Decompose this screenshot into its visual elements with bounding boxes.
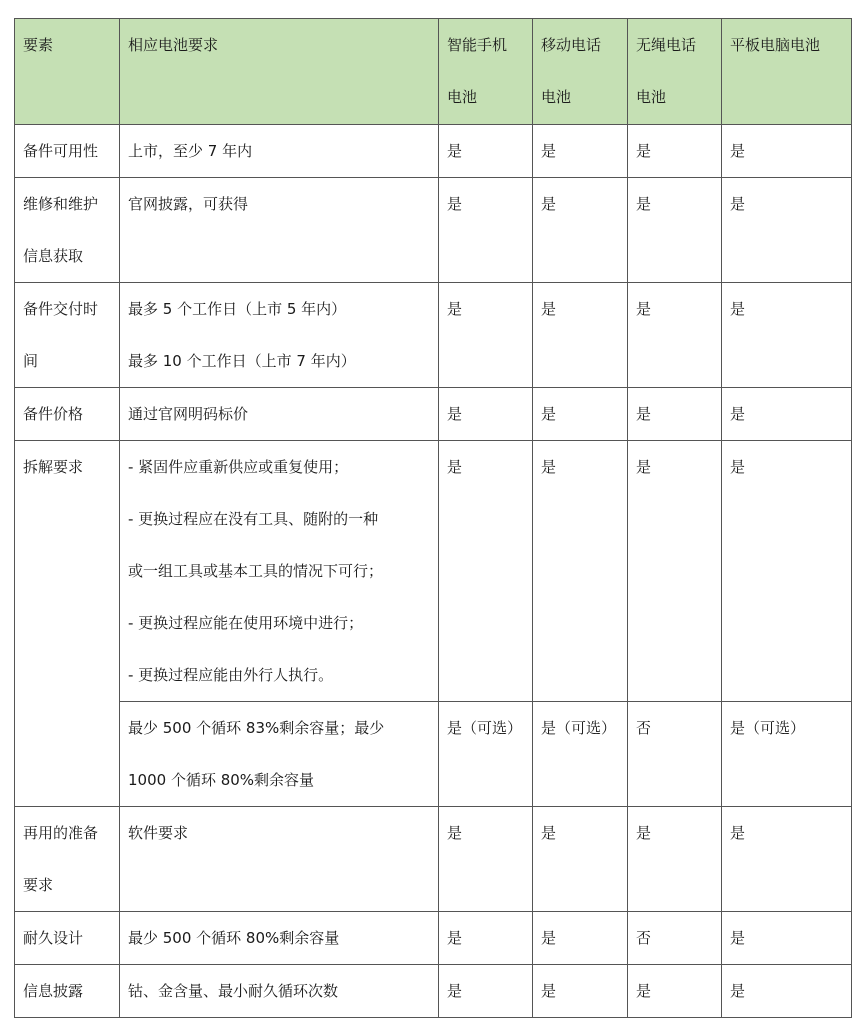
table-row [15, 965, 852, 1018]
header-cordless-phone-battery: 无绳电话 电池 [628, 19, 722, 125]
cell-value: 是 [533, 283, 628, 388]
table-row [15, 702, 852, 807]
cell-value: 是 [628, 125, 722, 178]
cell-element: 维修和维护 信息获取 [15, 178, 120, 283]
cell-value: 是 [533, 125, 628, 178]
cell-value: 是 [628, 441, 722, 702]
cell-requirement: 通过官网明码标价 [120, 388, 439, 441]
table-row [15, 125, 852, 178]
cell-element: 备件可用性 [15, 125, 120, 178]
cell-value: 是 [533, 912, 628, 965]
cell-requirement: - 紧固件应重新供应或重复使用； - 更换过程应在没有工具、随附的一种 或一组工具或基本工具的情况下可行； - 更换过程应能在使用环境中进行； - 更换过程应能由外行人执行。 [120, 441, 439, 702]
cell-value: 是 [533, 178, 628, 283]
table-row [15, 912, 852, 965]
cell-value: 是 [628, 283, 722, 388]
cell-requirement: 最少 500 个循环 80%剩余容量 [120, 912, 439, 965]
table-row [15, 283, 852, 388]
table-row [15, 388, 852, 441]
cell-value: 是 [722, 912, 852, 965]
cell-value: 是 [628, 965, 722, 1018]
cell-value: 是（可选） [722, 702, 852, 807]
cell-value: 是 [439, 178, 533, 283]
cell-requirement: 软件要求 [120, 807, 439, 912]
cell-element: 备件交付时 间 [15, 283, 120, 388]
cell-requirement: 官网披露，可获得 [120, 178, 439, 283]
cell-value: 是 [533, 807, 628, 912]
cell-requirement: 上市，至少 7 年内 [120, 125, 439, 178]
table-row [15, 441, 852, 702]
cell-value: 是 [439, 807, 533, 912]
header-element: 要素 [15, 19, 120, 125]
header-smartphone-battery: 智能手机 电池 [439, 19, 533, 125]
header-requirement: 相应电池要求 [120, 19, 439, 125]
cell-value: 是（可选） [533, 702, 628, 807]
cell-value: 是 [533, 441, 628, 702]
cell-value: 是 [533, 388, 628, 441]
cell-element: 拆解要求 [15, 441, 120, 807]
cell-requirement: 最少 500 个循环 83%剩余容量；最少 1000 个循环 80%剩余容量 [120, 702, 439, 807]
cell-value: 是 [533, 965, 628, 1018]
cell-value: 否 [628, 702, 722, 807]
cell-value: 是 [722, 125, 852, 178]
cell-value: 是 [722, 388, 852, 441]
cell-value: 是 [439, 441, 533, 702]
cell-value: 是 [722, 441, 852, 702]
cell-element: 备件价格 [15, 388, 120, 441]
header-mobile-phone-battery: 移动电话 电池 [533, 19, 628, 125]
cell-value: 是 [628, 178, 722, 283]
table-row [15, 178, 852, 283]
header-row [15, 19, 852, 125]
cell-value: 是 [439, 912, 533, 965]
cell-value: 是 [722, 178, 852, 283]
cell-value: 是 [439, 388, 533, 441]
cell-value: 是 [439, 965, 533, 1018]
cell-element: 信息披露 [15, 965, 120, 1018]
cell-value: 是 [722, 807, 852, 912]
cell-value: 是 [628, 807, 722, 912]
table-row [15, 807, 852, 912]
cell-value: 否 [628, 912, 722, 965]
cell-requirement: 最多 5 个工作日（上市 5 年内） 最多 10 个工作日（上市 7 年内） [120, 283, 439, 388]
cell-value: 是 [722, 965, 852, 1018]
cell-value: 是 [439, 125, 533, 178]
cell-element: 耐久设计 [15, 912, 120, 965]
cell-value: 是（可选） [439, 702, 533, 807]
cell-requirement: 钴、金含量、最小耐久循环次数 [120, 965, 439, 1018]
cell-element: 再用的准备 要求 [15, 807, 120, 912]
cell-value: 是 [722, 283, 852, 388]
battery-requirements-table [14, 18, 852, 1018]
cell-value: 是 [628, 388, 722, 441]
header-tablet-battery: 平板电脑电池 [722, 19, 852, 125]
cell-value: 是 [439, 283, 533, 388]
